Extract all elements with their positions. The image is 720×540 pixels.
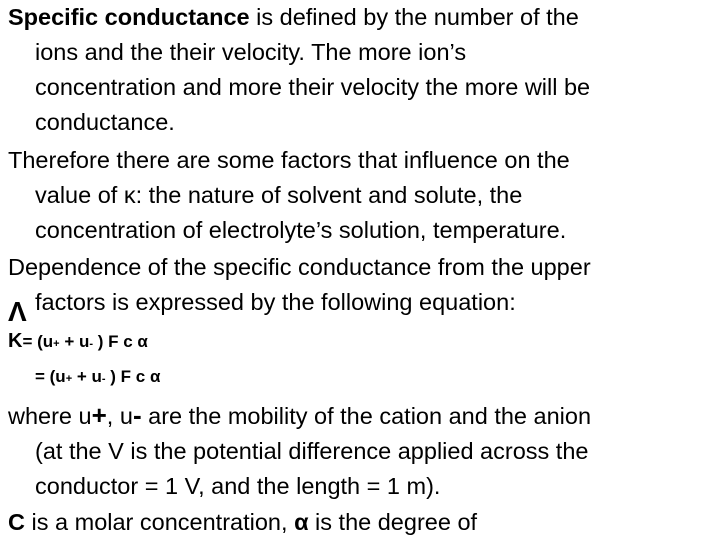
paragraph-dependence <box>8 250 714 320</box>
text-line <box>8 398 714 434</box>
text-span: is defined by the number of the <box>249 4 579 30</box>
cation-sign: + <box>91 400 107 430</box>
eq-text: ) F c α <box>93 332 148 351</box>
text-line: conductor = 1 V, and the length = 1 m). <box>35 473 441 499</box>
text-line <box>8 505 714 540</box>
eq-text: = (u <box>22 332 54 351</box>
text-line: ions and the their velocity. The more ion’s <box>35 39 467 65</box>
text-line: concentration of electrolyte’s solution, temperature. <box>35 217 567 243</box>
cation-sign: + <box>65 373 73 385</box>
paragraph-factors <box>8 143 714 248</box>
eq-text: + u <box>59 332 90 351</box>
text-span: is a molar concentration, <box>24 509 295 535</box>
eq-text: ) F c α <box>105 367 161 386</box>
term-specific-conductance: Specific conductance <box>8 4 250 30</box>
equation-lambda <box>35 366 160 390</box>
text-line: Dependence of the specific conductance from the upper <box>8 254 591 280</box>
cation-sign: + <box>53 338 60 350</box>
text-span: where u <box>8 403 92 429</box>
lambda-symbol: Λ <box>8 296 27 327</box>
alpha-symbol: α <box>294 509 309 535</box>
c-symbol: C <box>8 509 25 535</box>
anion-sign: - <box>132 400 142 430</box>
text-span: are the mobility of the cation and the anion <box>141 403 592 429</box>
paragraph-molar-concentration <box>8 505 714 540</box>
eq-text: = (u <box>35 367 66 386</box>
anion-sign: - <box>101 373 106 385</box>
text-line: conductance. <box>35 109 175 135</box>
paragraph-specific-conductance <box>8 0 714 140</box>
eq-text: + u <box>72 367 102 386</box>
text-line: value of κ: the nature of solvent and solute, the <box>35 182 523 208</box>
text-line: Therefore there are some factors that influence on the <box>8 147 570 173</box>
kappa-symbol: K <box>8 330 23 352</box>
text-span: , u <box>106 403 133 429</box>
text-line <box>8 0 714 35</box>
text-line: (at the V is the potential difference applied across the <box>35 438 589 464</box>
text-span: is the degree of <box>308 509 478 535</box>
text-line: concentration and more their velocity the more will be <box>35 74 591 100</box>
text-line: factors is expressed by the following equation: <box>35 289 516 315</box>
equation-kappa <box>8 330 148 355</box>
paragraph-mobility <box>8 398 714 504</box>
anion-sign: - <box>89 338 94 350</box>
